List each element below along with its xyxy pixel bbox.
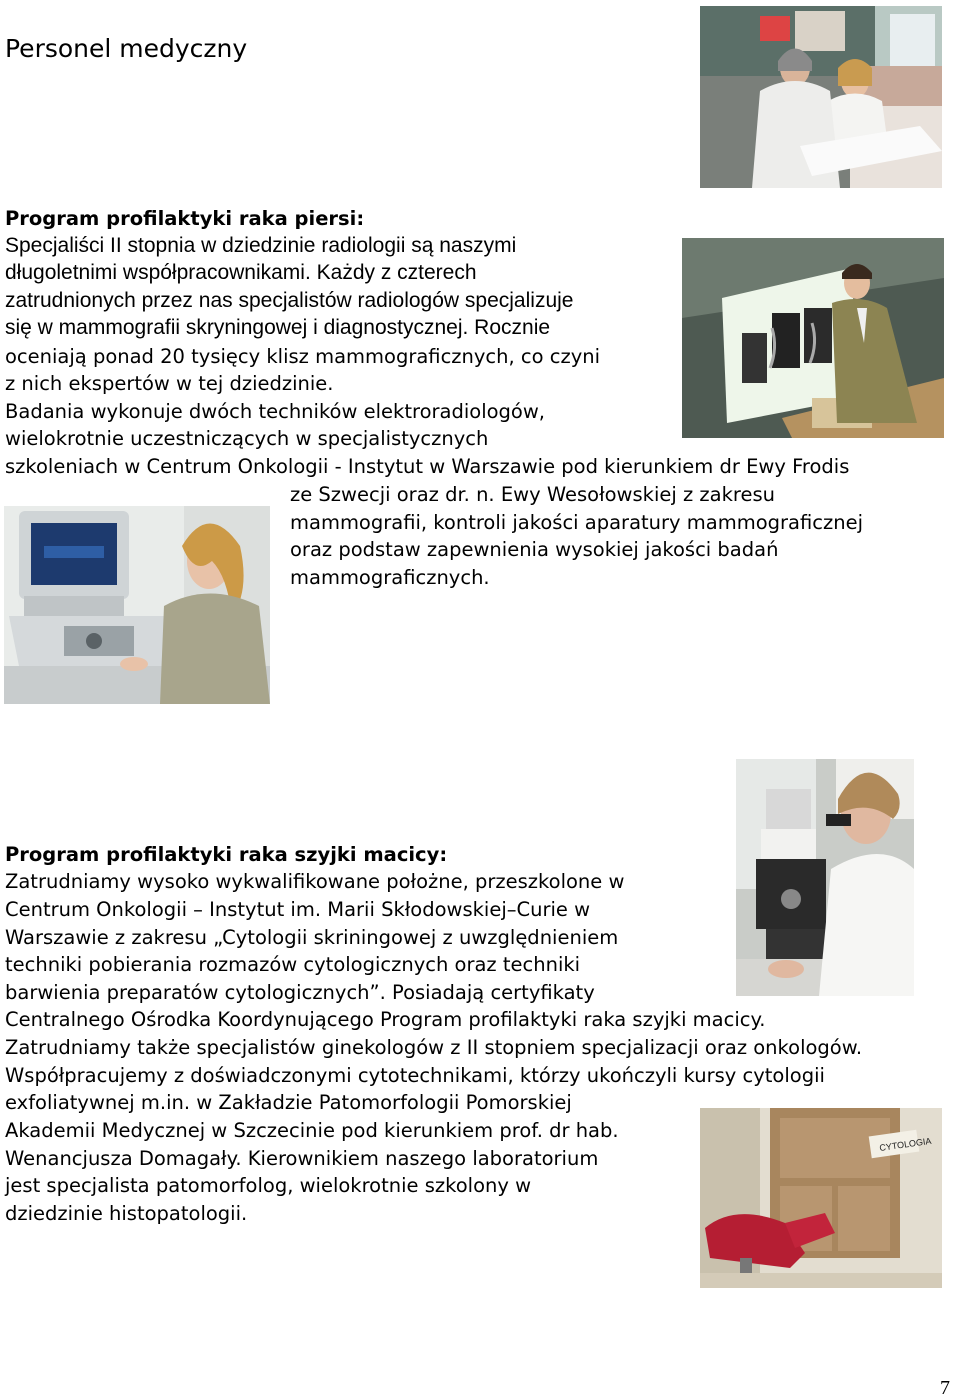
text-line: oceniają ponad 20 tysięcy klisz mammograficznych, co czyni <box>5 345 601 368</box>
text-line: techniki pobierania rozmazów cytologicznych oraz techniki <box>5 953 581 976</box>
photo-exam-room <box>700 1108 942 1288</box>
text-line: Centralnego Ośrodka Koordynującego Program profilaktyki raka szyjki macicy. <box>5 1008 766 1031</box>
text-line: Akademii Medycznej w Szczecinie pod kierunkiem prof. dr hab. <box>5 1119 619 1142</box>
cabinet-label: CYTOLOGIA <box>878 1135 932 1154</box>
photo-ultrasound-technician <box>4 506 270 704</box>
text-line: Badania wykonuje dwóch techników elektroradiologów, <box>5 400 546 423</box>
text-line: wielokrotnie uczestniczących w specjalistycznych <box>5 427 489 450</box>
text-line: Warszawie z zakresu „Cytologii skriningowej z uwzględnieniem <box>5 926 619 949</box>
text-line: jest specjalista patomorfolog, wielokrotnie szkolony w <box>5 1174 532 1197</box>
text-line: Współpracujemy z doświadczonymi cytotechnikami, którzy ukończyli kursy cytologii <box>5 1064 825 1087</box>
text-line: Wenancjusza Domagały. Kierownikiem naszego laboratorium <box>5 1147 599 1170</box>
text-line: Centrum Onkologii – Instytut im. Marii Skłodowskiej–Curie w <box>5 898 591 921</box>
photo-lab-microscope <box>736 759 914 996</box>
photo-radiologist-lightbox <box>682 238 944 438</box>
text-line: szkoleniach w Centrum Onkologii - Instytut w Warszawie pod kierunkiem dr Ewy Frodis <box>5 455 850 478</box>
text-line: barwienia preparatów cytologicznych”. Posiadają certyfikaty <box>5 981 595 1004</box>
photo-nurses-desk <box>700 6 942 188</box>
section-title-breast: Program profilaktyki raka piersi: <box>5 207 365 230</box>
text-line: zatrudnionych przez nas specjalistów radiologów specjalizuje <box>5 289 574 312</box>
text-line: się w mammografii skryningowej i diagnostycznej. Rocznie <box>5 316 551 339</box>
section-title-cervical: Program profilaktyki raka szyjki macicy: <box>5 843 448 866</box>
page-number: 7 <box>940 1377 950 1399</box>
text-line: Zatrudniamy także specjalistów ginekologów z II stopniem specjalizacji oraz onkologów. <box>5 1036 863 1059</box>
text-line: Specjaliści II stopnia w dziedzinie radiologii są naszymi <box>5 234 517 257</box>
text-line: mammografii, kontroli jakości aparatury mammograficznej <box>290 511 864 534</box>
text-line: exfoliatywnej m.in. w Zakładzie Patomorfologii Pomorskiej <box>5 1091 572 1114</box>
text-line: dziedzinie histopatologii. <box>5 1202 248 1225</box>
text-line: mammograficznych. <box>290 566 490 589</box>
text-line: długoletnimi współpracownikami. Każdy z czterech <box>5 261 477 284</box>
page-title: Personel medyczny <box>5 34 248 63</box>
text-line: ze Szwecji oraz dr. n. Ewy Wesołowskiej z zakresu <box>290 483 775 506</box>
text-line: oraz podstaw zapewnienia wysokiej jakości badań <box>290 538 779 561</box>
text-line: z nich ekspertów w tej dziedzinie. <box>5 372 334 395</box>
text-line: Zatrudniamy wysoko wykwalifikowane położne, przeszkolone w <box>5 870 625 893</box>
